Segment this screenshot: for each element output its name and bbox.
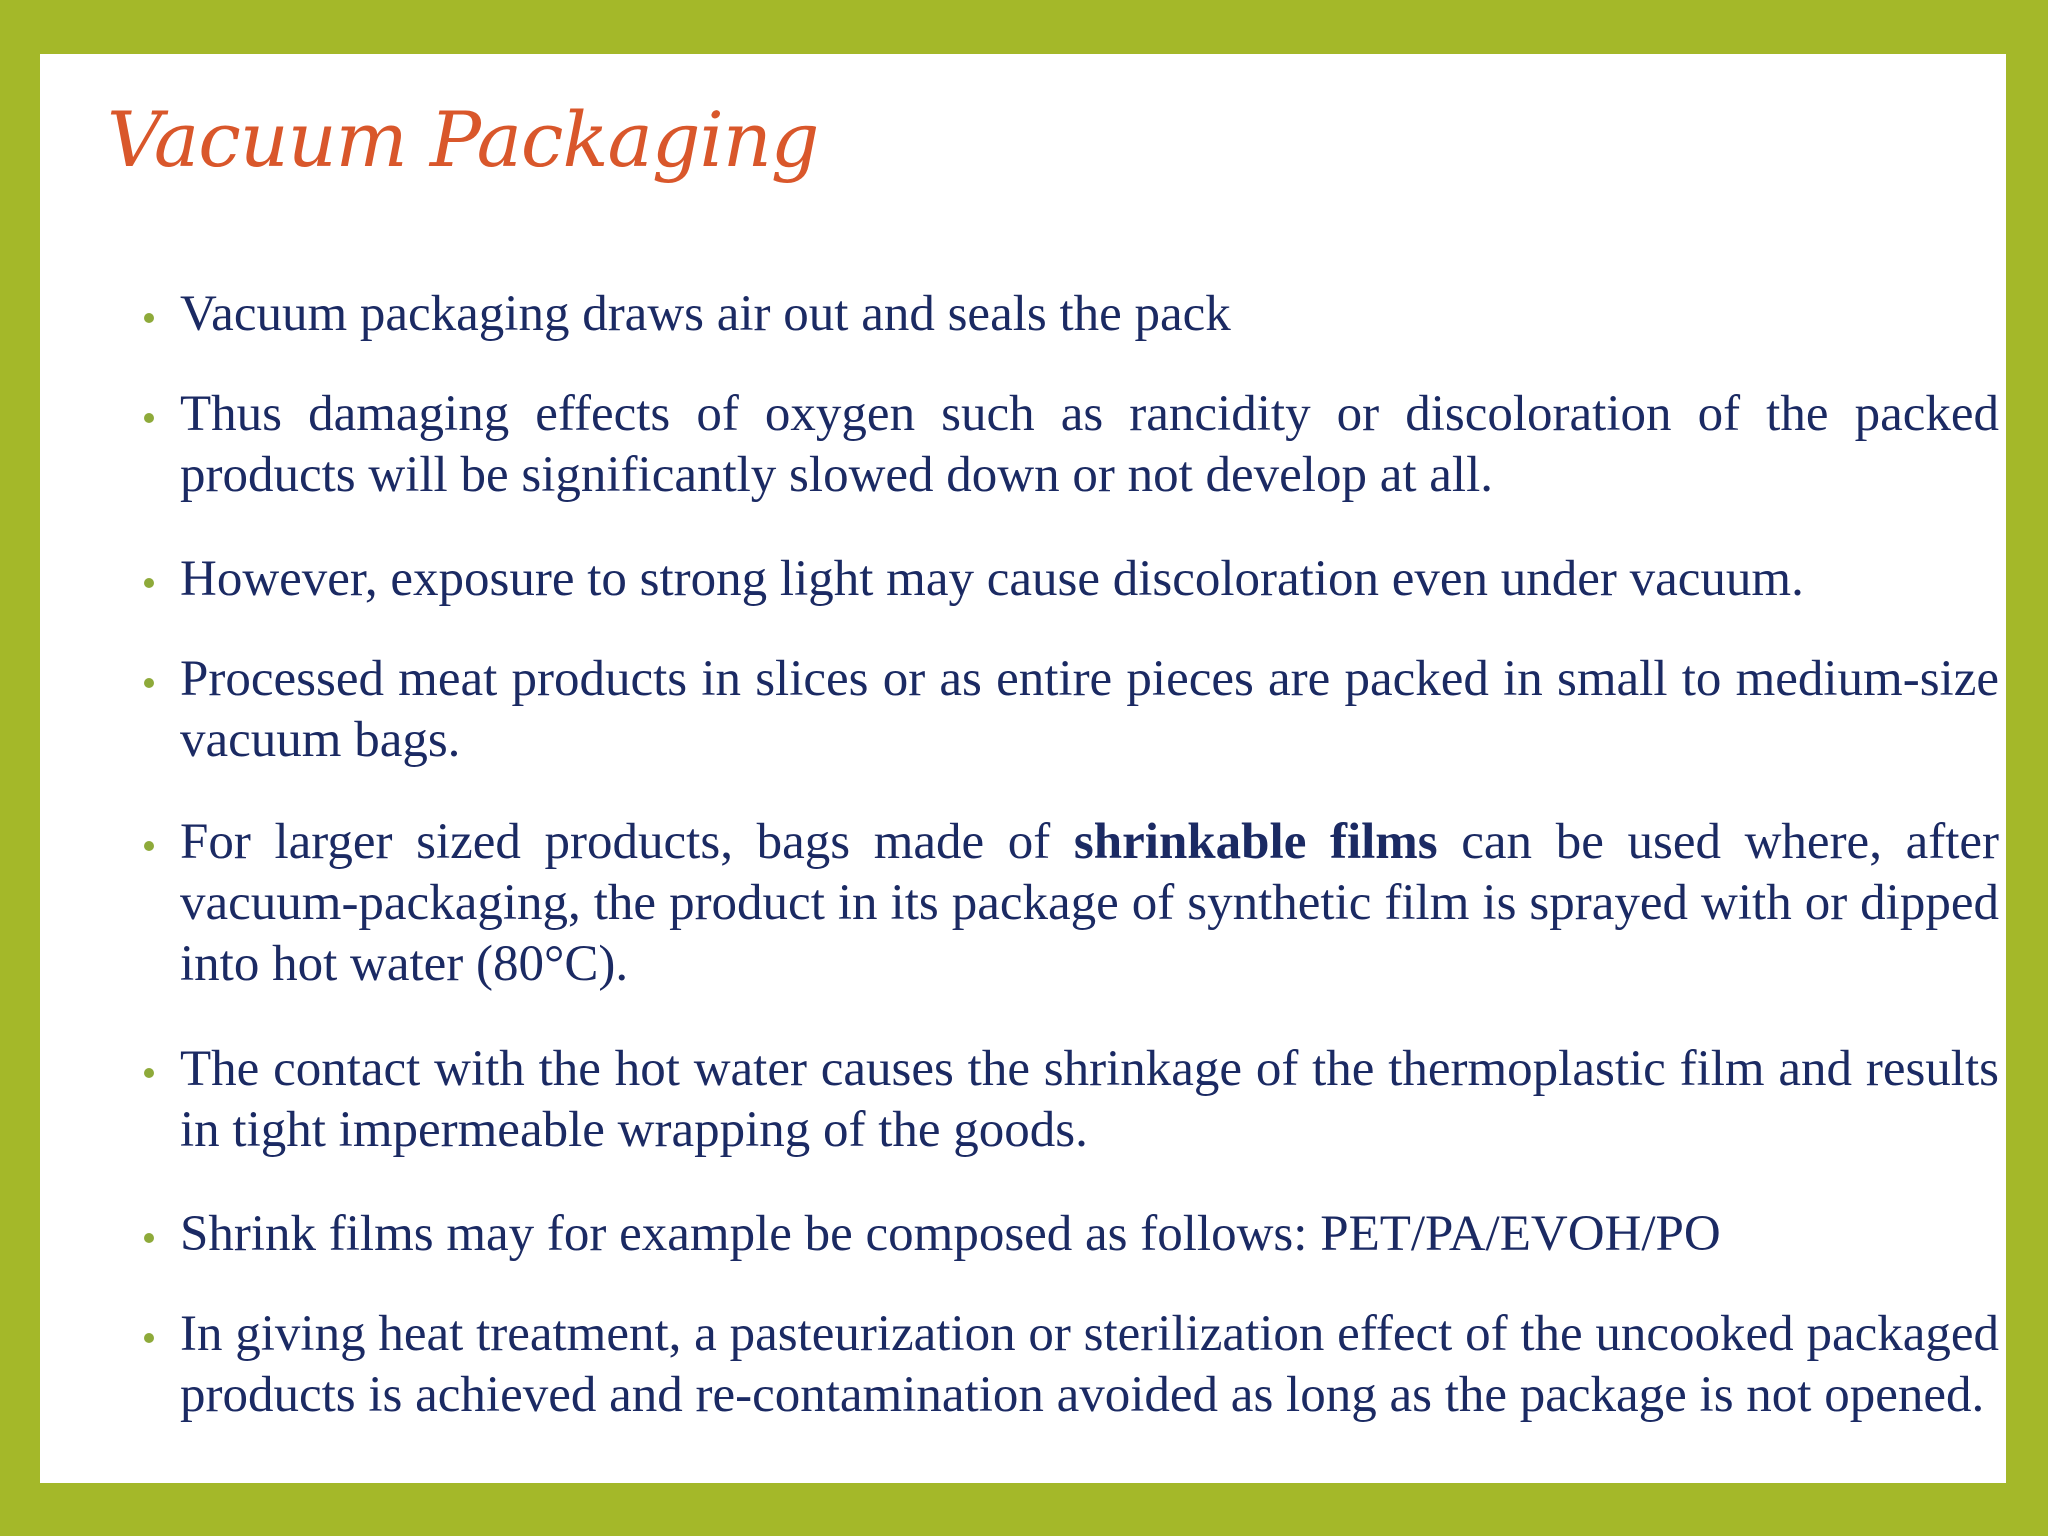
bullet-dot-icon xyxy=(144,1233,154,1243)
bullet-text: Thus damaging effects of oxygen such as rancidity or discoloration of the packed products will be significantly slowed down or not develop at all. xyxy=(180,386,1999,503)
bullet-text: In giving heat treatment, a pasteurization or sterilization effect of the uncooked packaged products is achieved and re-contamination avoided as long as the package is not opened. xyxy=(180,1306,1999,1423)
slide-title: Vacuum Packaging xyxy=(107,95,819,184)
bullet-text: Processed meat products in slices or as entire pieces are packed in small to medium-size vacuum bags. xyxy=(180,651,1999,768)
emphasis-text: shrinkable films xyxy=(1073,814,1438,870)
bullet-text: However, exposure to strong light may cause discoloration even under vacuum. xyxy=(180,551,1804,607)
bullet-dot-icon xyxy=(144,413,154,423)
bullet-text-part: For larger sized products, bags made of xyxy=(180,814,1074,870)
bullet-text: The contact with the hot water causes the shrinkage of the thermoplastic film and results in tight impermeable wrapping of the goods. xyxy=(180,1041,1999,1158)
bullet-text: Shrink films may for example be composed as follows: PET/PA/EVOH/PO xyxy=(180,1206,1721,1262)
bullet-dot-icon xyxy=(144,678,154,688)
bullet-dot-icon xyxy=(144,841,154,851)
bullet-dot-icon xyxy=(144,1333,154,1343)
bullet-text xyxy=(180,812,1999,995)
bullet-dot-icon xyxy=(144,313,154,323)
bullet-dot-icon xyxy=(144,578,154,588)
bullet-text: Vacuum packaging draws air out and seals the pack xyxy=(180,286,1231,342)
bullet-text-part: can be used where, after vacuum-packaging, the product in its package of synthetic film is sprayed with or dipped into hot water (80°C). xyxy=(180,814,1999,992)
slide-canvas xyxy=(40,54,2006,1483)
bullet-dot-icon xyxy=(144,1068,154,1078)
